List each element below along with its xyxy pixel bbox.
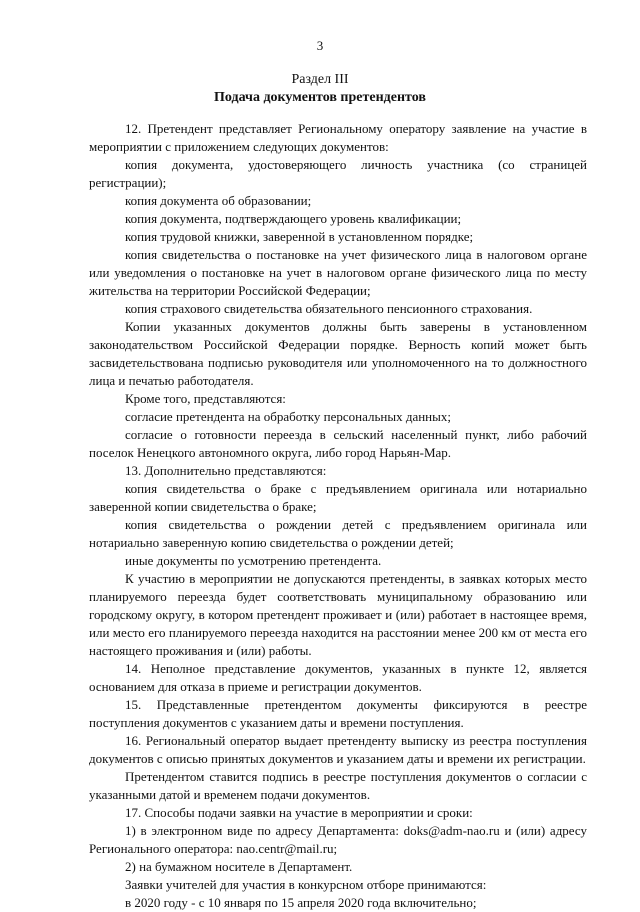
paragraph: в 2020 году - с 10 января по 15 апреля 2020 года включительно; [125,895,477,910]
paragraph: К участию в мероприятии не допускаются претенденты, в заявках которых место планируемого переезда будет соответствовать муниципальному образованию или городскому округу, в котором претендент проживает и (или) работает в настоящее время, или место его планируемого переезда находится на расстоянии менее 200 км от места его настоящего проживания и (или) работы. [89,571,587,658]
paragraph: 2) на бумажном носителе в Департамент. [125,859,353,874]
paragraph: копия документа, удостоверяющего личность участника (со страницей регистрации); [89,157,587,190]
paragraph: копия свидетельства о браке с предъявлением оригинала или нотариально заверенной копии свидетельства о браке; [89,481,587,514]
paragraph: 16. Региональный оператор выдает претенденту выписку из реестра поступления документов с описью принятых документов и указанием даты и времени их регистрации. [89,733,587,766]
paragraph: Копии указанных документов должны быть заверены в установленном законодательством Российской Федерации порядке. Верность копий может быть засвидетельствована подписью руководителя или уполномоченного на то должностного лица и печатью работодателя. [89,319,587,388]
paragraph: иные документы по усмотрению претендента. [125,553,382,568]
paragraph: копия трудовой книжки, заверенной в установленном порядке; [125,229,474,244]
section-title: Подача документов претендентов [214,90,426,105]
paragraph: 12. Претендент представляет Региональному оператору заявление на участие в мероприятии с приложением следующих документов: [89,121,587,154]
document-body [89,120,587,912]
paragraph: копия документа, подтверждающего уровень квалификации; [125,211,462,226]
paragraph: согласие о готовности переезда в сельский населенный пункт, либо рабочий поселок Ненецкого автономного округа, либо город Нарьян-Мар. [89,427,587,460]
paragraph: копия документа об образовании; [125,193,312,208]
paragraph: копия свидетельства о рождении детей с предъявлением оригинала или нотариально заверенную копию свидетельства о рождении детей; [89,517,587,550]
section-heading: Раздел III [291,72,349,87]
paragraph: 13. Дополнительно представляются: [125,463,327,478]
paragraph: 15. Представленные претендентом документы фиксируются в реестре поступления документов с указанием даты и времени поступления. [89,697,587,730]
paragraph: копия свидетельства о постановке на учет физического лица в налоговом органе или уведомления о постановке на учет в налоговом органе физического лица по месту жительства на территории Российской Федерации; [89,247,587,298]
paragraph: 17. Способы подачи заявки на участие в мероприятии и сроки: [125,805,473,820]
page-number: 3 [316,38,324,53]
paragraph: согласие претендента на обработку персональных данных; [125,409,451,424]
paragraph: Кроме того, представляются: [125,391,286,406]
paragraph: 1) в электронном виде по адресу Департамента: doks@adm-nao.ru и (или) адресу Регионального оператора: nao.centr@mail.ru; [89,823,587,856]
paragraph: копия страхового свидетельства обязательного пенсионного страхования. [125,301,533,316]
paragraph: Заявки учителей для участия в конкурсном отборе принимаются: [125,877,487,892]
paragraph: 14. Неполное представление документов, указанных в пункте 12, является основанием для отказа в приеме и регистрации документов. [89,661,587,694]
paragraph: Претендентом ставится подпись в реестре поступления документов о согласии с указанными датой и временем подачи документов. [89,769,587,802]
